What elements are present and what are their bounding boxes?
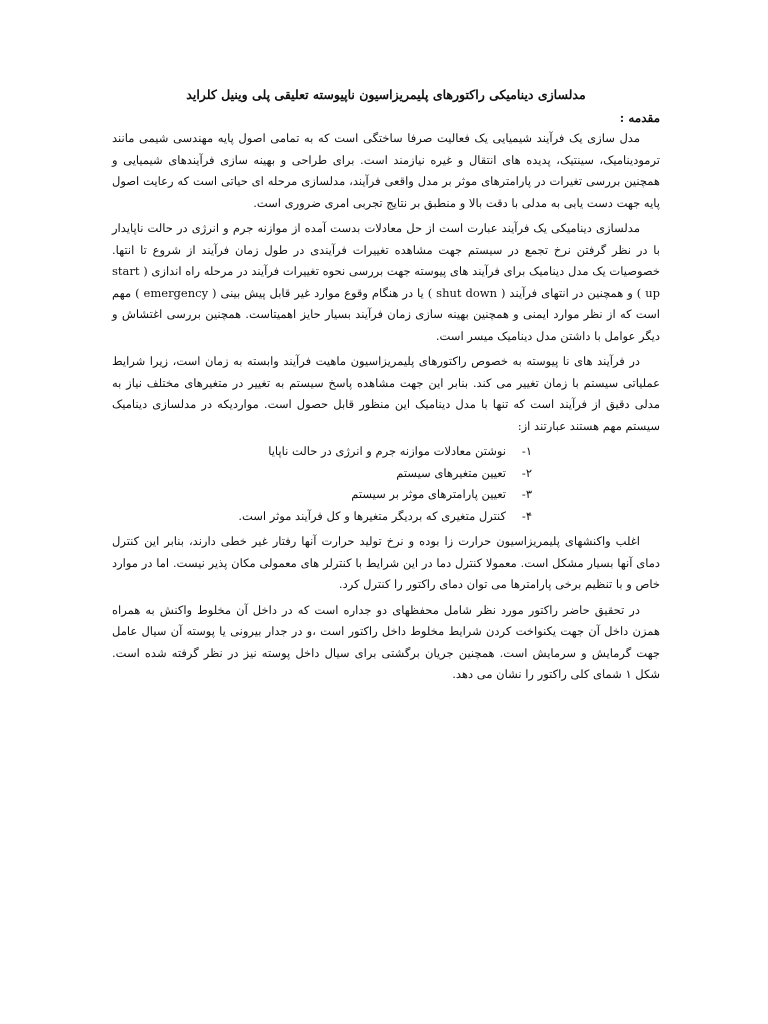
list-item: [112, 441, 532, 463]
paragraph-5: در تحقیق حاضر راکتور مورد نظر شامل محفظهای دو جداره است که در داخل آن مخلوط واکنش به همراه همزن داخل آن جهت یکنواخت کردن شرایط مخلوط داخل راکتور است ،و در جدار بیرونی یا پوسته آن سیال عامل جهت گرمایش و سرمایش است. همچنین جریان برگشتی برای سیال داخل پوسته نیز در نظر گرفته شده است. شکل ۱ شمای کلی راکتور را نشان می دهد.: [112, 602, 660, 681]
list-item-text: تعیین پارامترهای موثر بر سیستم: [351, 487, 506, 501]
list-item: [112, 506, 532, 528]
paragraph-2: مدلسازی دینامیکی یک فرآیند عبارت است از حل معادلات بدست آمده از موازنه جرم و انرژی در حالت ناپایدار با در نظر گرفتن نرخ تجمع در سیستم جهت مشاهده تغییرات فرآیندی در طول زمان فرآیند از شروع تا انتها. خصوصیات یک مدل دینامیک برای فرآیند های پیوسته جهت بررسی نحوه تغییرات فرآیند در مرحله راه اندازی ( start up ) و همچنین در انتهای فرآیند ( shut down ) یا در هنگام وقوع موارد غیر قابل پیش بینی ( emergency ) مهم است که از نظر موارد ایمنی و همچنین بهینه سازی زمان فرآیند بسیار حایز اهمیتاست. همچنین بررسی اغتشاش و دیگر عوامل با داشتن مدل دینامیک میسر است.: [112, 221, 660, 343]
list-item-text: نوشتن معادلات موازنه جرم و انرژی در حالت ناپایا: [268, 444, 506, 458]
list-item-number: ۱-: [521, 444, 532, 458]
paragraph-3: در فرآیند های نا پیوسته به خصوص راکتورهای پلیمریزاسیون ماهیت فرآیند وابسته به زمان است، زیرا شرایط عملیاتی سیستم با زمان تغییر می کند. بنابر این جهت مشاهده پاسخ سیستم به تغییر در متغیرهای مختلف نیاز به مدلی دقیق از فرآیند است که تنها با مدل دینامیک این منظور قابل حصول است. مواردیکه در مدلسازی دینامیک سیستم مهم هستند عبارتند از:: [112, 354, 660, 433]
section-heading: مقدمه :: [619, 111, 660, 125]
numbered-list: [112, 441, 660, 527]
paragraph-1: مدل سازی یک فرآیند شیمیایی یک فعالیت صرفا ساختگی است که به تمامی اصول پایه مهندسی شیمی مانند ترمودینامیک، سینتیک، پدیده های انتقال و غیره نیازمند است. برای طراحی و بهینه سازی فرآیندهای شیمیایی و همچنین بررسی تغیرات در پارامترهای موثر بر مدل واقعی فرآیند، مدلسازی مرحله ای حیاتی است که رعایت اصول پایه جهت دست یابی به مدلی با دقت بالا و منطبق بر نتایج تجربی امری ضروری است.: [112, 131, 660, 210]
list-item: [112, 484, 532, 506]
list-item-number: ۳-: [521, 487, 532, 501]
list-item-number: ۲-: [521, 465, 532, 480]
list-item-number: ۴-: [521, 508, 532, 523]
list-item-text: تعیین متغیرهای سیستم: [396, 465, 506, 480]
list-item-text: کنترل متغیری که بردیگر متغیرها و کل فرآیند موثر است.: [238, 508, 506, 523]
document-title: مدلسازی دینامیکی راکتورهای پلیمریزاسیون ناپیوسته تعلیقی پلی وینیل کلراید: [186, 87, 586, 102]
list-item: [112, 463, 532, 485]
document-page: [112, 84, 660, 690]
paragraph-4: اغلب واکنشهای پلیمریزاسیون حرارت زا بوده و نرخ تولید حرارت آنها رفتار غیر خطی دارند، بنابر این کنترل دمای آنها بسیار مشکل است. معمولا کنترل دما در این شرایط با کنترلر های معمولی مکان پذیر نیست. اما در موارد خاص و با تنظیم برخی پارامترها می توان دمای راکتور را کنترل کرد.: [112, 534, 660, 591]
